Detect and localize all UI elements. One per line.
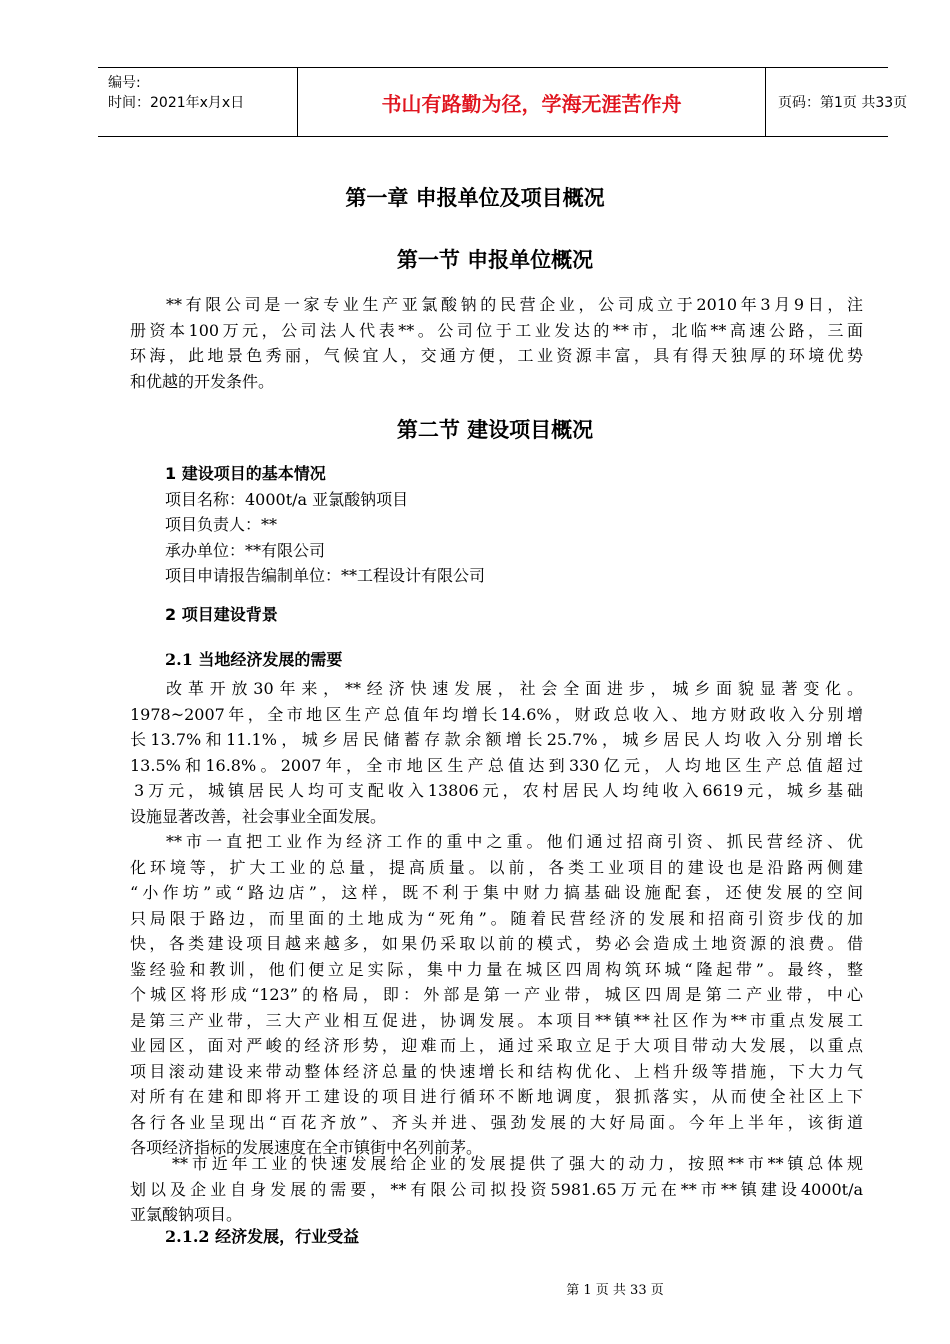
- document-header: [98, 67, 908, 137]
- paragraph-line: 个城区将形成“123”的格局，即：外部是第一产业带，城区四周是第二产业带，中心: [130, 985, 863, 1004]
- paragraph-line: 13.5%和16.8%。2007年，全市地区生产总值达到330亿元，人均地区生产总值超过: [130, 755, 863, 775]
- section1-title: 第一节 申报单位概况: [396, 247, 594, 272]
- paragraph-line: 册资本100万元，公司法人代表**。公司位于工业发达的**市，北临**高速公路，三面: [130, 320, 863, 340]
- paragraph-line: 各行各业呈现出“百花齐放”、齐头并进、强劲发展的大好局面。今年上半年，该街道: [130, 1112, 863, 1132]
- paragraph-line: 快，各类建设项目越来越多，如果仍采取以前的模式，势必会造成土地资源的浪费。借: [130, 934, 863, 953]
- paragraph-line: 改革开放30年来，**经济快速发展，社会全面进步，城乡面貌显著变化。: [166, 679, 863, 698]
- paragraph-line: 设施显著改善，社会事业全面发展。: [130, 806, 387, 826]
- need-heading: 2.1 当地经济发展的需要: [165, 650, 343, 669]
- paragraph-line: 化环境等，扩大工业的总量，提高质量。以前，各类工业项目的建设也是沿路两侧建: [130, 857, 863, 877]
- header-page-label: 页码：第1页 共33页: [778, 95, 908, 111]
- paragraph-line: 是第三产业带，三大产业相互促进，协调发展。本项目**镇**社区作为**市重点发展工: [130, 1010, 863, 1030]
- chapter-title: 第一章 申报单位及项目概况: [345, 186, 605, 210]
- paragraph-line: 3万元，城镇居民人均可支配收入13806元，农村居民人均纯收入6619元，城乡基础: [134, 781, 863, 800]
- economy-paragraph-2: [130, 829, 863, 1161]
- paragraph-line: 长13.7%和11.1%，城乡居民储蓄存款余额增长25.7%，城乡居民人均收入分别增长: [130, 730, 863, 749]
- basic-info-block: [165, 461, 485, 589]
- project-leader: 项目负责人：**: [165, 515, 278, 534]
- paragraph-line: 划以及企业自身发展的需要，**有限公司拟投资5981.65万元在**市**镇建设4000t/a: [130, 1179, 863, 1199]
- paragraph-line: 各项经济指标的发展速度在全市镇街中名列前茅。: [130, 1138, 483, 1157]
- time-label: 时间：2021年x月x日: [108, 95, 245, 111]
- paragraph-line: 只局限于路边，而里面的土地成为“死角”。随着民营经济的发展和招商引资步伐的加: [130, 908, 863, 928]
- paragraph-line: 环海，此地景色秀丽，气候宜人，交通方便，工业资源丰富，具有得天独厚的环境优势: [130, 346, 863, 365]
- section2-title: 第二节 建设项目概况: [396, 417, 594, 442]
- header-meta-cell: [98, 68, 298, 136]
- section1-paragraph: [130, 292, 863, 394]
- page-footer: 第 1 页 共 33 页: [566, 1283, 664, 1298]
- subsection-heading: 2.1.2 经济发展，行业受益: [165, 1227, 360, 1246]
- report-compiler: 项目申请报告编制单位：**工程设计有限公司: [165, 566, 486, 585]
- header-motto: 书山有路勤为径，学海无涯苦作舟: [298, 68, 766, 136]
- paragraph-line: 和优越的开发条件。: [130, 371, 275, 391]
- background-heading: 2 项目建设背景: [165, 605, 278, 624]
- paragraph-line: 项目滚动建设来带动整体经济总量的快速增长和结构优化、上档升级等措施，下大力气: [130, 1061, 863, 1081]
- number-label: 编号:: [108, 75, 141, 91]
- paragraph-line: **有限公司是一家专业生产亚氯酸钠的民营企业，公司成立于2010年3月9日，注: [166, 295, 863, 314]
- paragraph-line: 1978~2007年，全市地区生产总值年均增长14.6%，财政总收入、地方财政收入分别增: [130, 704, 863, 724]
- paragraph-line: **市近年工业的快速发展给企业的发展提供了强大的动力，按照**市**镇总体规: [172, 1154, 863, 1173]
- economy-paragraph-3: [130, 1151, 863, 1228]
- paragraph-line: 亚氯酸钠项目。: [130, 1205, 243, 1224]
- paragraph-line: 对所有在建和即将开工建设的项目进行循环不断地调度，狠抓落实，从而使全社区上下: [130, 1087, 863, 1106]
- basic-heading: 1 建设项目的基本情况: [165, 464, 326, 483]
- paragraph-line: 业园区，面对严峻的经济形势，迎难而上，通过采取立足于大项目带动大发展，以重点: [130, 1036, 863, 1055]
- paragraph-line: **市一直把工业作为经济工作的重中之重。他们通过招商引资、抓民营经济、优: [166, 832, 863, 851]
- project-name: 项目名称：4000t/a 亚氯酸钠项目: [165, 489, 409, 509]
- economy-paragraph-1: [130, 676, 863, 829]
- project-undertaker: 承办单位：**有限公司: [165, 540, 326, 560]
- paragraph-line: “小作坊”或“路边店”，这样，既不利于集中财力搞基础设施配套，还使发展的空间: [130, 883, 863, 902]
- paragraph-line: 鉴经验和教训，他们便立足实际，集中力量在城区四周构筑环城“隆起带”。最终，整: [130, 959, 863, 979]
